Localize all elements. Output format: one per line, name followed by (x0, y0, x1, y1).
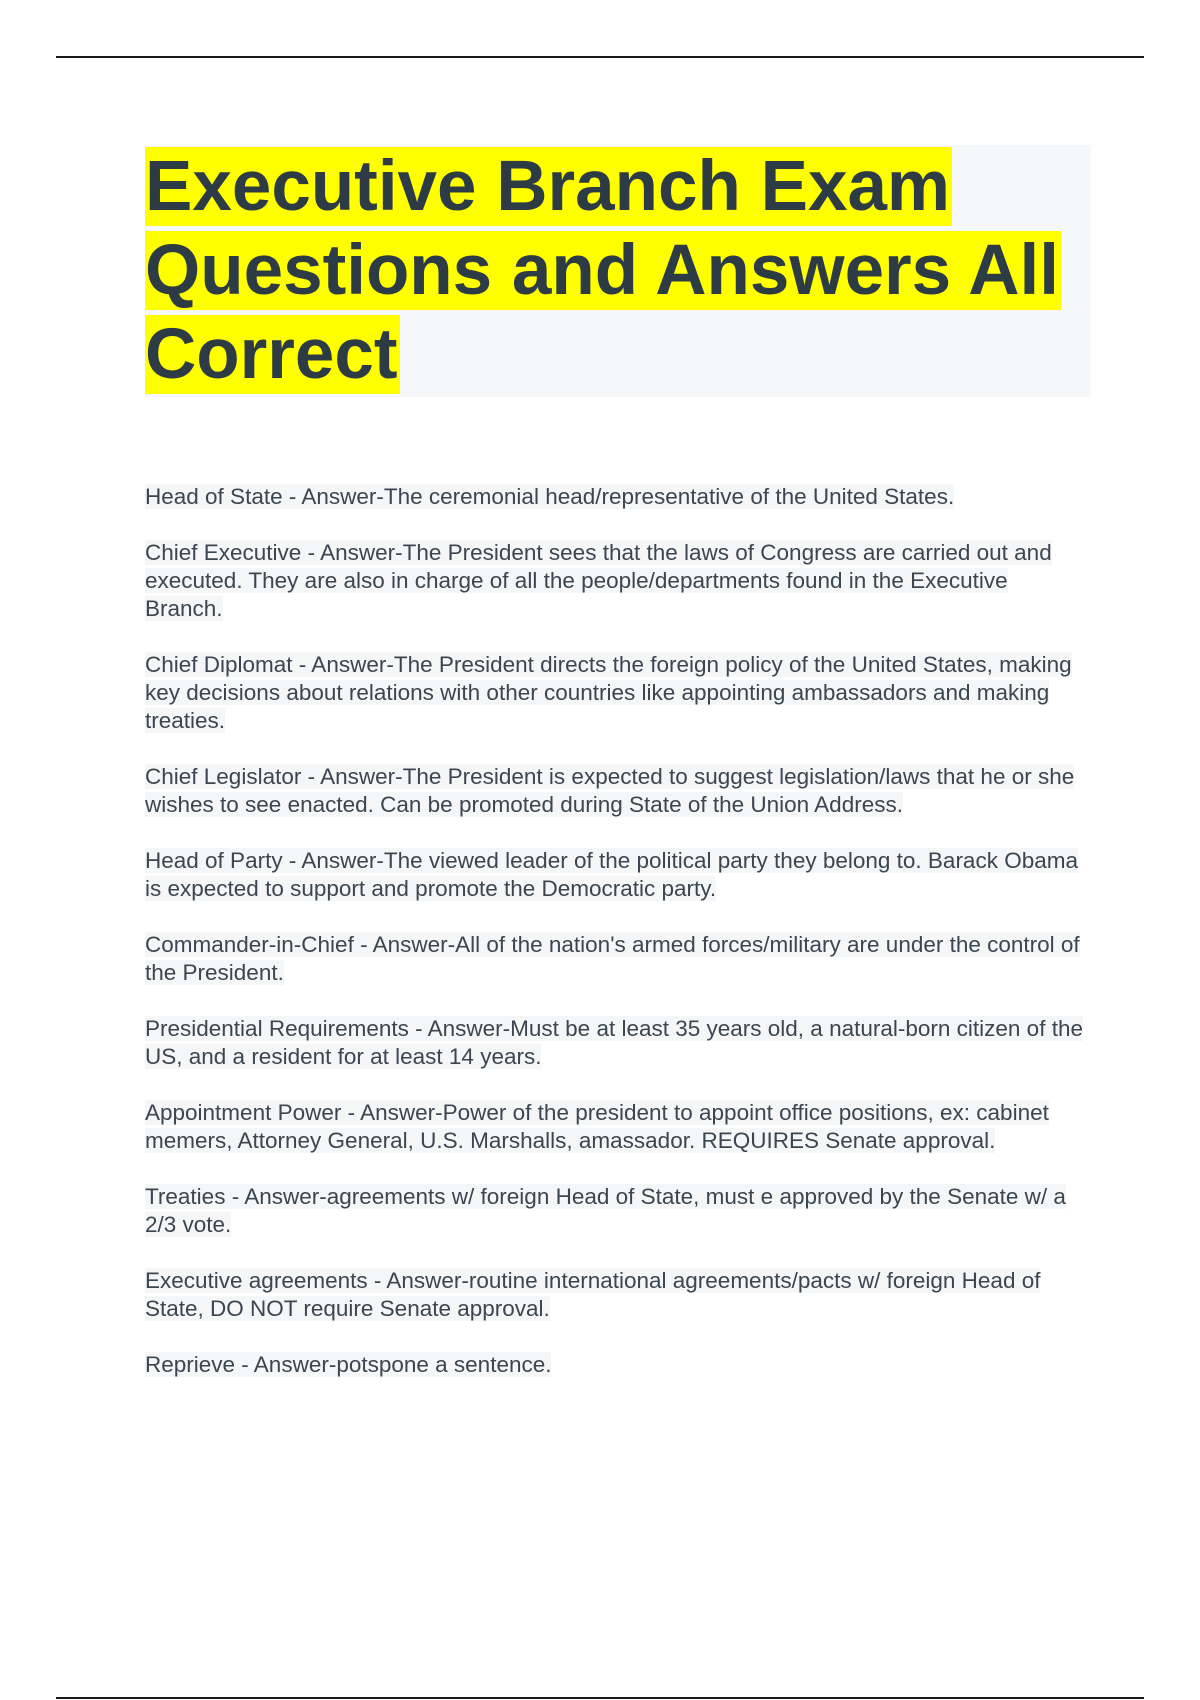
qa-item (145, 931, 1091, 987)
qa-item (145, 1015, 1091, 1071)
qa-text: Chief Executive - Answer-The President sees that the laws of Congress are carried out and executed. They are also in charge of all the people/departments found in the Executive Branch. (145, 540, 1052, 621)
title-highlight: Executive Branch Exam Questions and Answers All Correct (145, 147, 1059, 394)
qa-list (145, 483, 1091, 1407)
document-title (145, 145, 1091, 397)
top-rule (56, 56, 1144, 58)
qa-item (145, 1099, 1091, 1155)
bottom-rule (56, 1697, 1144, 1699)
qa-item (145, 539, 1091, 623)
qa-item (145, 483, 1091, 511)
qa-text: Commander-in-Chief - Answer-All of the nation's armed forces/military are under the control of the President. (145, 932, 1080, 985)
qa-text: Reprieve - Answer-potspone a sentence. (145, 1352, 552, 1377)
qa-text: Executive agreements - Answer-routine international agreements/pacts w/ foreign Head of State, DO NOT require Senate approval. (145, 1268, 1041, 1321)
qa-text: Presidential Requirements - Answer-Must be at least 35 years old, a natural-born citizen of the US, and a resident for at least 14 years. (145, 1016, 1083, 1069)
qa-text: Chief Legislator - Answer-The President is expected to suggest legislation/laws that he or she wishes to see enacted. Can be promoted during State of the Union Address. (145, 764, 1075, 817)
qa-item (145, 763, 1091, 819)
qa-item (145, 1183, 1091, 1239)
qa-item (145, 847, 1091, 903)
qa-item (145, 1267, 1091, 1323)
qa-text: Chief Diplomat - Answer-The President directs the foreign policy of the United States, making key decisions about relations with other countries like appointing ambassadors and making treaties. (145, 652, 1072, 733)
qa-text: Appointment Power - Answer-Power of the president to appoint office positions, ex: cabinet memers, Attorney General, U.S. Marshalls, amassador. REQUIRES Senate approval. (145, 1100, 1049, 1153)
qa-item (145, 651, 1091, 735)
qa-text: Head of State - Answer-The ceremonial head/representative of the United States. (145, 484, 955, 509)
qa-item (145, 1351, 1091, 1379)
qa-text: Head of Party - Answer-The viewed leader of the political party they belong to. Barack Obama is expected to support and promote the Democratic party. (145, 848, 1078, 901)
qa-text: Treaties - Answer-agreements w/ foreign Head of State, must e approved by the Senate w/ a 2/3 vote. (145, 1184, 1066, 1237)
